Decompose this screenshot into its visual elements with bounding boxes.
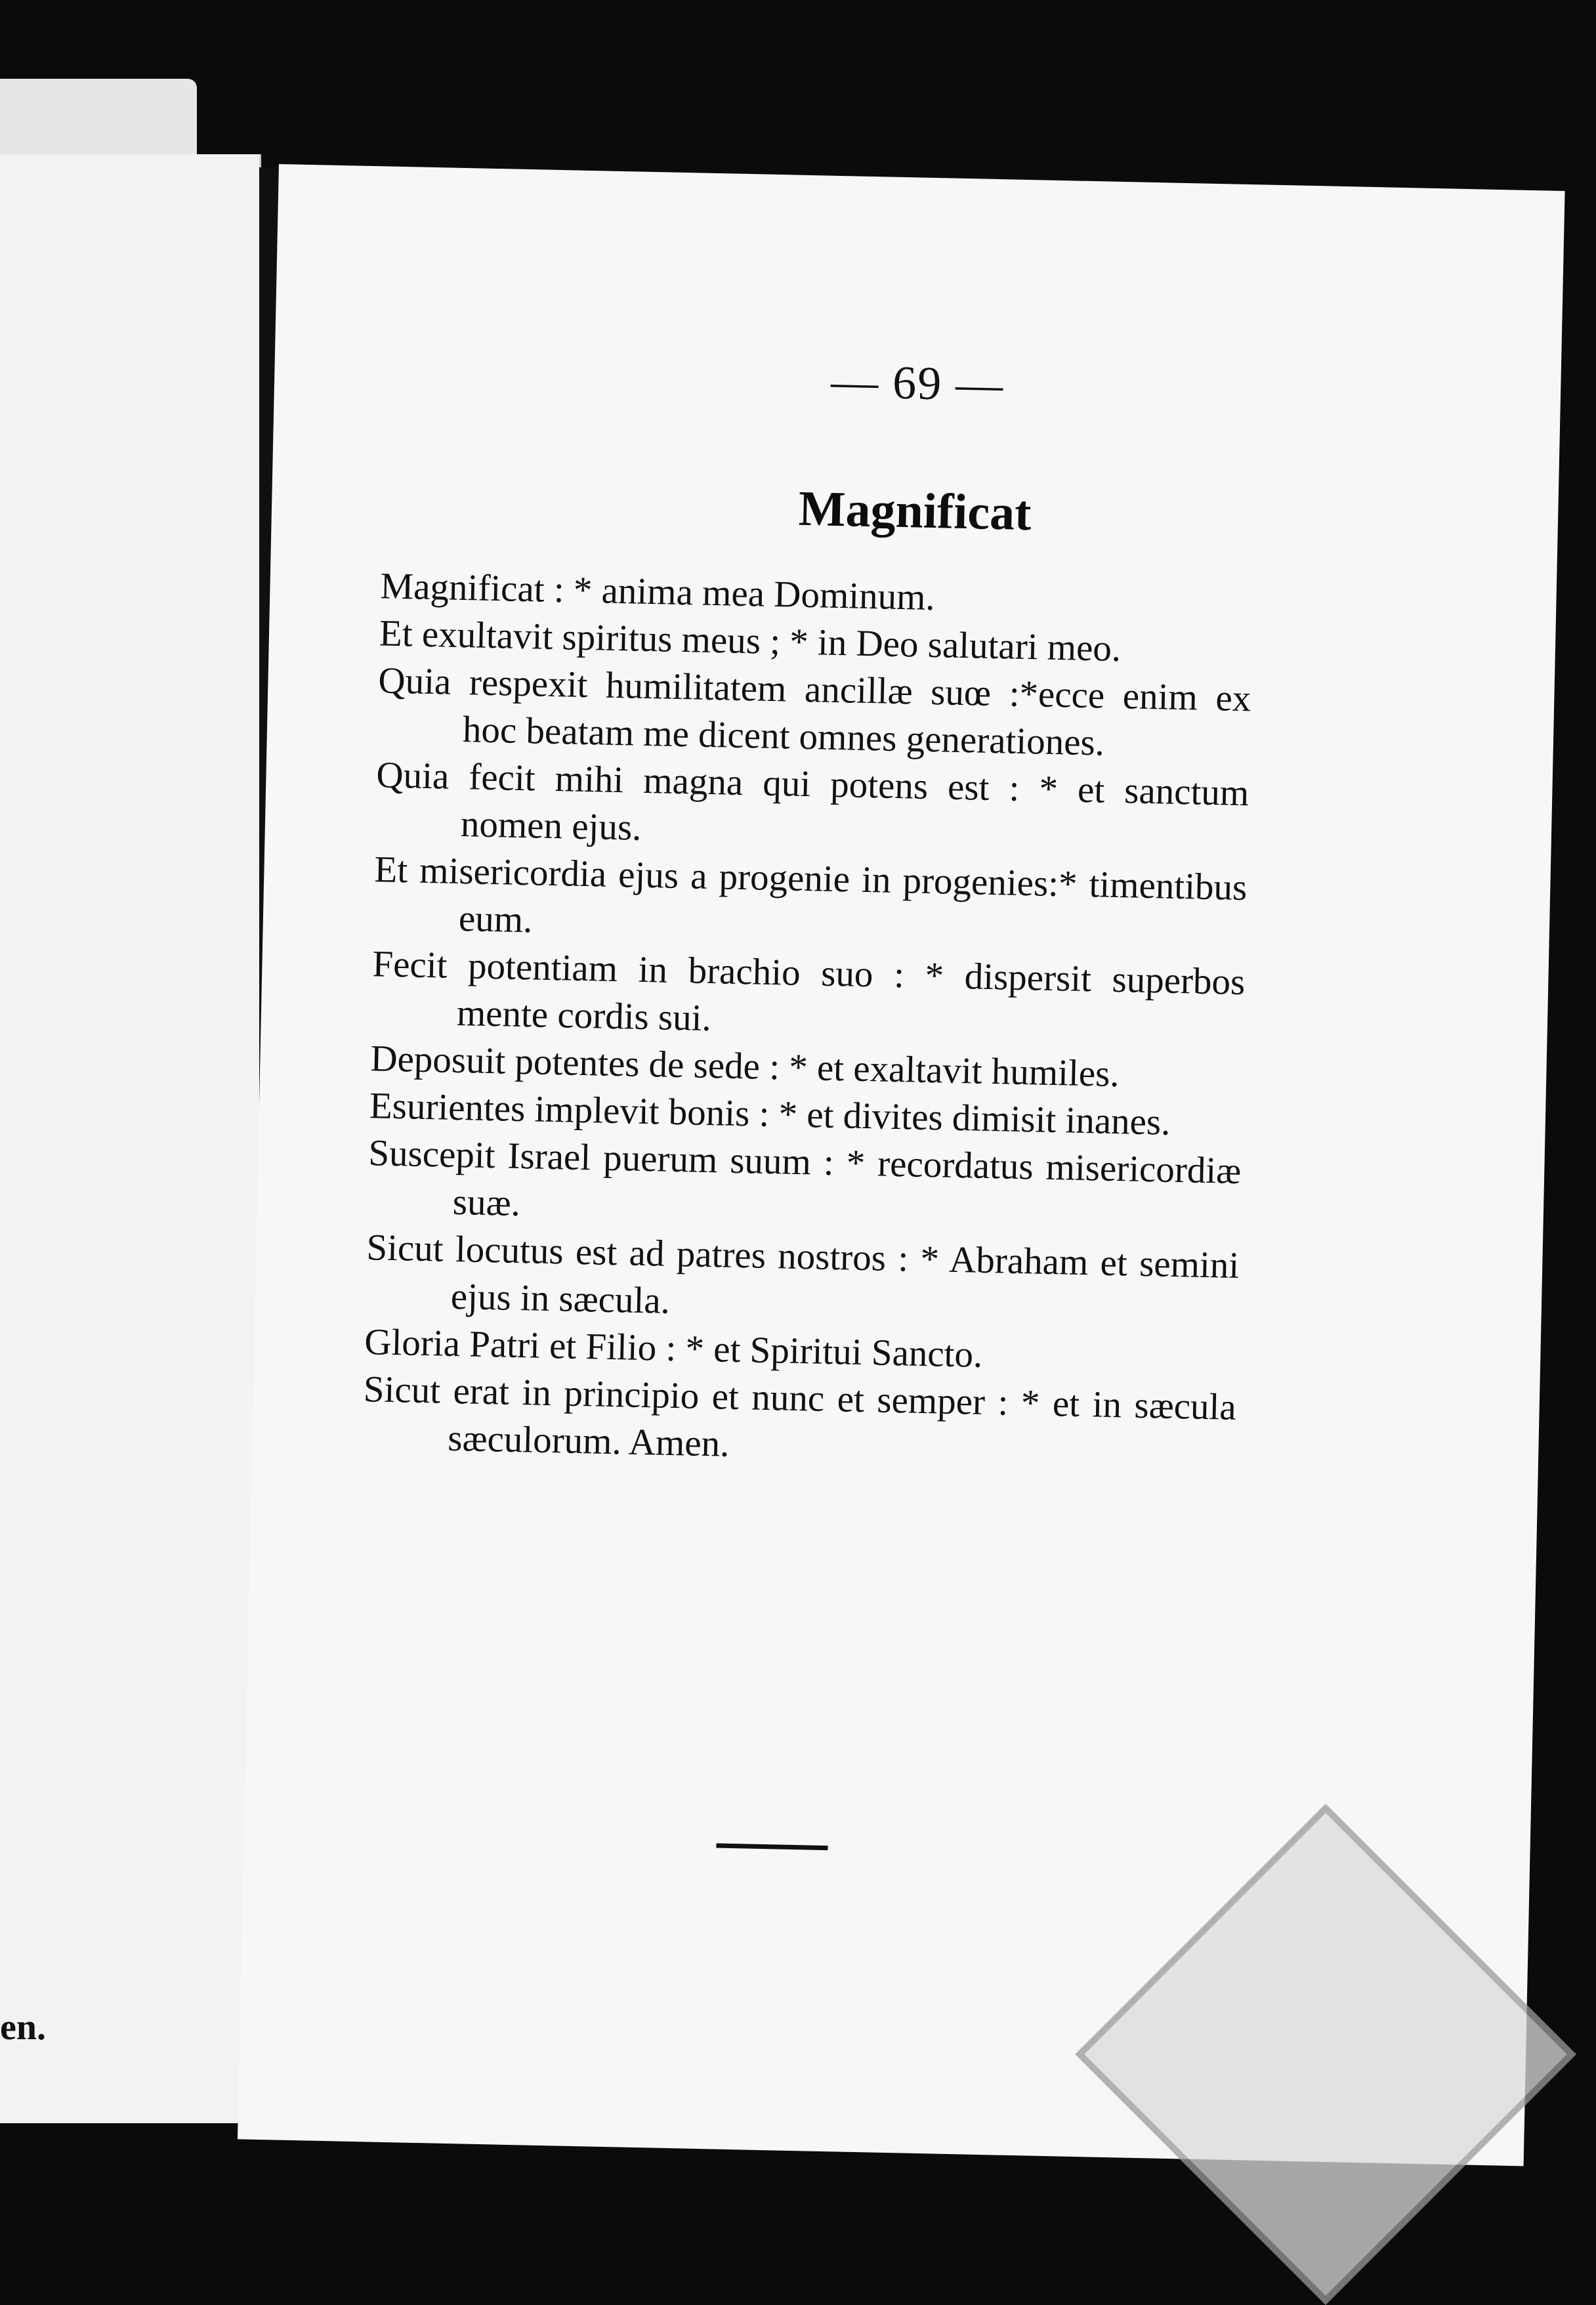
verse: Sicut locutus est ad patres nostros : * Abraham et semini ejus in sæcula. xyxy=(366,1227,1240,1322)
verse: Et misericordia ejus a progenie in progenies:* timentibus eum. xyxy=(373,849,1248,941)
page-number: — 69 — xyxy=(830,354,1005,412)
verse: Gloria Patri et Filio : * et Spiritui Sancto. xyxy=(364,1321,983,1376)
verse: Sicut erat in principio et nunc et semper : * et in sæcula sæculorum. Amen. xyxy=(363,1368,1237,1465)
left-page-edge xyxy=(0,79,197,154)
end-rule xyxy=(716,1844,828,1851)
verse: Quia fecit mihi magna qui potens est : * et sanctum nomen ejus. xyxy=(375,754,1250,849)
left-page-fragment: en. xyxy=(0,2007,46,2048)
verse: Deposuit potentes de sede : * et exaltavit humiles. xyxy=(369,1038,1120,1095)
page-title: Magnificat xyxy=(798,480,1032,541)
verse: Magnificat : * anima mea Dominum. xyxy=(379,565,936,619)
verse-list xyxy=(362,562,1253,1479)
verse: Et exultavit spiritus meus ; * in Deo salutari meo. xyxy=(379,612,1122,670)
left-page xyxy=(0,154,261,2123)
verse: Quia respexit humilitatem ancillæ suœ :*ecce enim ex hoc beatam me dicent omnes generationes. xyxy=(377,660,1251,764)
verse: Suscepit Israel puerum suum : * recordatus misericordiæ suæ. xyxy=(368,1132,1242,1225)
verse: Esurientes implevit bonis : * et divites dimisit inanes. xyxy=(369,1085,1171,1143)
verse: Fecit potentiam in brachio suo : * dispersit superbos mente cordis sui. xyxy=(371,943,1246,1040)
